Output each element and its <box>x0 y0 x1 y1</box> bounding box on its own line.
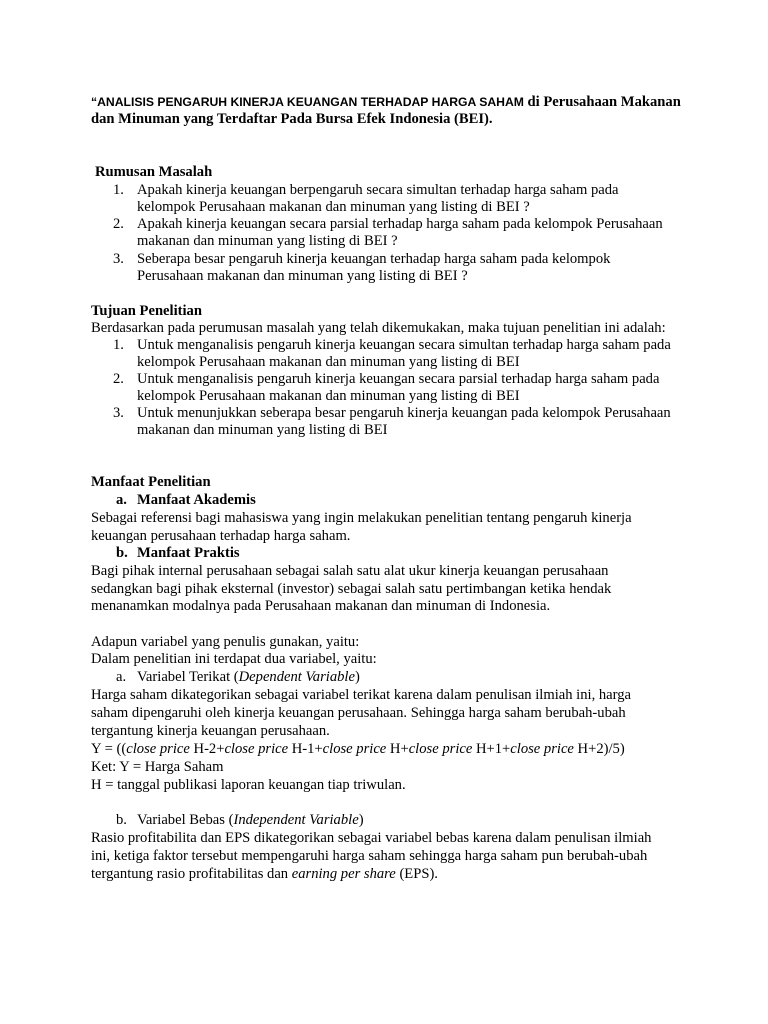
formula-part-5: H+1+ <box>472 741 511 757</box>
formula-part-3: H-1+ <box>288 741 323 757</box>
formula-italic-1: close price <box>126 741 190 757</box>
rumusan-item-3-number: 3. <box>113 251 124 267</box>
tujuan-item-3-line1: Untuk menunjukkan seberapa besar pengaruh kinerja keuangan pada kelompok Perusahaan <box>137 405 671 421</box>
variabel-bebas-title <box>137 812 364 830</box>
tujuan-intro: Berdasarkan pada perumusan masalah yang telah dikemukakan, maka tujuan penelitian ini adalah: <box>91 320 666 336</box>
tujuan-item-2-line1: Untuk menganalisis pengaruh kinerja keuangan secara parsial terhadap harga saham pada <box>137 371 660 387</box>
manfaat-akademis-line2: keuangan perusahaan terhadap harga saham. <box>91 528 351 544</box>
manfaat-praktis-line1: Bagi pihak internal perusahaan sebagai salah satu alat ukur kinerja keuangan perusahaan <box>91 563 609 579</box>
variabel-bebas-line3 <box>91 866 438 884</box>
tujuan-item-2-number: 2. <box>113 371 124 387</box>
variabel-bebas-line3-pre: tergantung rasio profitabilitas dan <box>91 866 292 882</box>
rumusan-item-1-line1: Apakah kinerja keuangan berpengaruh secara simultan terhadap harga saham pada <box>137 182 619 198</box>
harga-saham-formula <box>91 741 625 759</box>
formula-italic-5: close price <box>510 741 574 757</box>
variabel-terikat-title-post: ) <box>354 669 360 685</box>
rumusan-item-1-line2: kelompok Perusahaan makanan dan minuman yang listing di BEI ? <box>137 199 530 215</box>
formula-italic-4: close price <box>408 741 473 757</box>
variabel-bebas-line3-italic: earning per share <box>291 866 396 882</box>
variabel-bebas-line3-post: (EPS). <box>395 866 438 882</box>
formula-part-4: H+ <box>386 741 409 757</box>
variabel-bebas-title-italic: Independent Variable <box>233 812 359 828</box>
variabel-terikat-line2: saham dipengaruhi oleh kinerja keuangan perusahaan. Sehingga harga saham berubah-ubah <box>91 705 626 721</box>
manfaat-praktis-label: b. <box>116 545 128 561</box>
tujuan-item-3-line2: makanan dan minuman yang listing di BEI <box>137 422 388 438</box>
variabel-terikat-line3: tergantung kinerja keuangan perusahaan. <box>91 723 330 739</box>
manfaat-praktis-title: Manfaat Praktis <box>137 545 240 561</box>
manfaat-praktis-line2: sedangkan bagi pihak eksternal (investor) sebagai salah satu pertimbangan ketika hendak <box>91 581 612 597</box>
title-serif-part: di Perusahaan Makanan <box>523 94 681 110</box>
variabel-bebas-title-post: ) <box>358 812 364 828</box>
formula-part-6: H+2)/5) <box>573 741 625 757</box>
manfaat-akademis-line1: Sebagai referensi bagi mahasiswa yang ingin melakukan penelitian tentang pengaruh kinerja <box>91 510 632 526</box>
rumusan-heading: Rumusan Masalah <box>95 164 213 180</box>
rumusan-item-2-line2: makanan dan minuman yang listing di BEI ? <box>137 233 398 249</box>
variabel-intro1: Adapun variabel yang penulis gunakan, yaitu: <box>91 634 360 650</box>
variabel-terikat-title <box>137 669 360 687</box>
variabel-terikat-line1: Harga saham dikategorikan sebagai variabel terikat karena dalam penulisan ilmiah ini, harga <box>91 687 632 703</box>
variabel-bebas-line1: Rasio profitabilita dan EPS dikategorikan sebagai variabel bebas karena dalam penulisan ilmiah <box>91 830 652 846</box>
manfaat-akademis-label: a. <box>116 492 127 508</box>
variabel-intro2: Dalam penelitian ini terdapat dua variabel, yaitu: <box>91 651 377 667</box>
rumusan-item-3-line1: Seberapa besar pengaruh kinerja keuangan terhadap harga saham pada kelompok <box>137 251 611 267</box>
variabel-bebas-title-pre: Variabel Bebas ( <box>137 812 234 828</box>
formula-part-2: H-2+ <box>189 741 225 757</box>
formula-italic-2: close price <box>224 741 289 757</box>
tujuan-item-1-number: 1. <box>113 337 124 353</box>
variabel-bebas-line2: ini, ketiga faktor tersebut mempengaruhi harga saham sehingga harga saham pun berubah-ubah <box>91 848 648 864</box>
variabel-terikat-label: a. <box>116 669 127 685</box>
document-title <box>91 94 681 112</box>
rumusan-item-1-number: 1. <box>113 182 124 198</box>
tujuan-item-3-number: 3. <box>113 405 124 421</box>
manfaat-akademis-title: Manfaat Akademis <box>137 492 256 508</box>
formula-italic-3: close price <box>322 741 387 757</box>
rumusan-item-3-line2: Perusahaan makanan dan minuman yang listing di BEI ? <box>137 268 468 284</box>
formula-ket: Ket: Y = Harga Saham <box>91 759 224 775</box>
tujuan-item-1-line1: Untuk menganalisis pengaruh kinerja keuangan secara simultan terhadap harga saham pada <box>137 337 671 353</box>
variabel-bebas-label: b. <box>116 812 127 828</box>
tujuan-item-2-line2: kelompok Perusahaan makanan dan minuman yang listing di BEI <box>137 388 520 404</box>
tujuan-heading: Tujuan Penelitian <box>91 303 202 319</box>
manfaat-heading: Manfaat Penelitian <box>91 474 211 490</box>
manfaat-praktis-line3: menanamkan modalnya pada Perusahaan makanan dan minuman di Indonesia. <box>91 598 551 614</box>
document-title-line2: dan Minuman yang Terdaftar Pada Bursa Efek Indonesia (BEI). <box>91 111 493 127</box>
title-sans-part: “ANALISIS PENGARUH KINERJA KEUANGAN TERHADAP HARGA SAHAM <box>91 95 524 109</box>
rumusan-item-2-number: 2. <box>113 216 124 232</box>
formula-h-definition: H = tanggal publikasi laporan keuangan tiap triwulan. <box>91 777 406 793</box>
formula-part-1: Y = (( <box>91 741 127 757</box>
variabel-terikat-title-italic: Dependent Variable <box>238 669 355 685</box>
variabel-terikat-title-pre: Variabel Terikat ( <box>137 669 239 685</box>
rumusan-item-2-line1: Apakah kinerja keuangan secara parsial terhadap harga saham pada kelompok Perusahaan <box>137 216 663 232</box>
tujuan-item-1-line2: kelompok Perusahaan makanan dan minuman yang listing di BEI <box>137 354 520 370</box>
